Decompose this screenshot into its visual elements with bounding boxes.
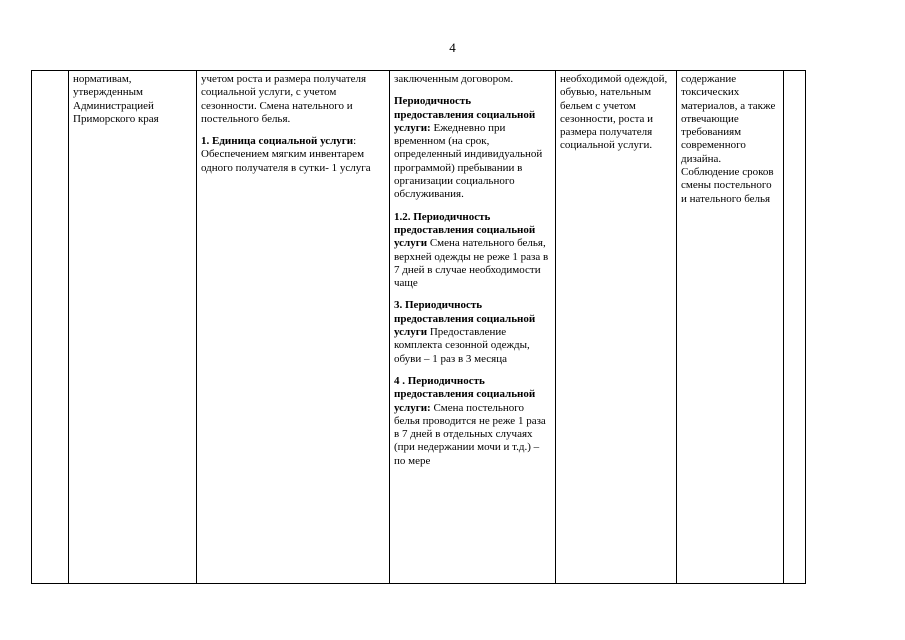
table-row xyxy=(32,71,806,584)
paragraph-text: : Обеспечением мягким инвентарем одного получателя в сутки- 1 услуга xyxy=(201,135,371,174)
paragraph-text: Ежедневно при временном (на срок, определенный индивидуальной программой) пребывании в организации социального обслуживания. xyxy=(394,121,543,201)
paragraph xyxy=(394,211,551,291)
paragraph xyxy=(394,299,551,365)
cell-empty xyxy=(784,71,806,584)
page-number: 4 xyxy=(449,40,456,55)
paragraph-heading: 3. Периодичность предоставления социальной услуги xyxy=(394,299,536,339)
cell-conditions-text: необходимой одеждой, обувью, нательным бельем с учетом сезонности, роста и размера получателя социальной услуги. xyxy=(560,73,668,152)
paragraph xyxy=(394,95,551,201)
cell-quality-text: содержание токсических материалов, а также отвечающие требованиям современного дизайна. Соблюдение сроков смены постельного и нательного белья xyxy=(681,73,776,205)
cell-normative xyxy=(69,71,197,584)
paragraph: заключенным договором. xyxy=(394,73,514,85)
paragraph-heading: 1.2. Периодичность предоставления социальной услуги xyxy=(394,210,536,250)
paragraph-heading: 4 . Периодичность предоставления социальной услуги: xyxy=(394,374,536,414)
services-table xyxy=(31,70,806,584)
cell-conditions xyxy=(556,71,677,584)
cell-quality-indicators xyxy=(677,71,784,584)
paragraph-text: Смена постельного белья проводится не реже 1 раза в 7 дней в отдельных случаях (при недержании мочи и т.д.) – по мере xyxy=(394,401,546,467)
cell-number xyxy=(32,71,69,584)
paragraph-text: Предоставление комплекта сезонной одежды, обуви – 1 раз в 3 месяца xyxy=(394,326,530,365)
paragraph xyxy=(201,135,385,175)
cell-periodicity xyxy=(390,71,556,584)
paragraph xyxy=(394,375,551,468)
paragraph-text: Смена нательного белья, верхней одежды не реже 1 раза в 7 дней в случае необходимости чаще xyxy=(394,237,549,290)
cell-service-description xyxy=(197,71,390,584)
paragraph-heading: Периодичность предоставления социальной услуги: xyxy=(394,95,536,134)
paragraph-heading: 1. Единица социальной услуги xyxy=(201,135,354,148)
cell-normative-text: нормативам, утвержденным Администрацией Приморского края xyxy=(73,73,159,125)
paragraph: учетом роста и размера получателя социальной услуги, с учетом сезонности. Смена нательного и постельного белья. xyxy=(201,73,367,125)
